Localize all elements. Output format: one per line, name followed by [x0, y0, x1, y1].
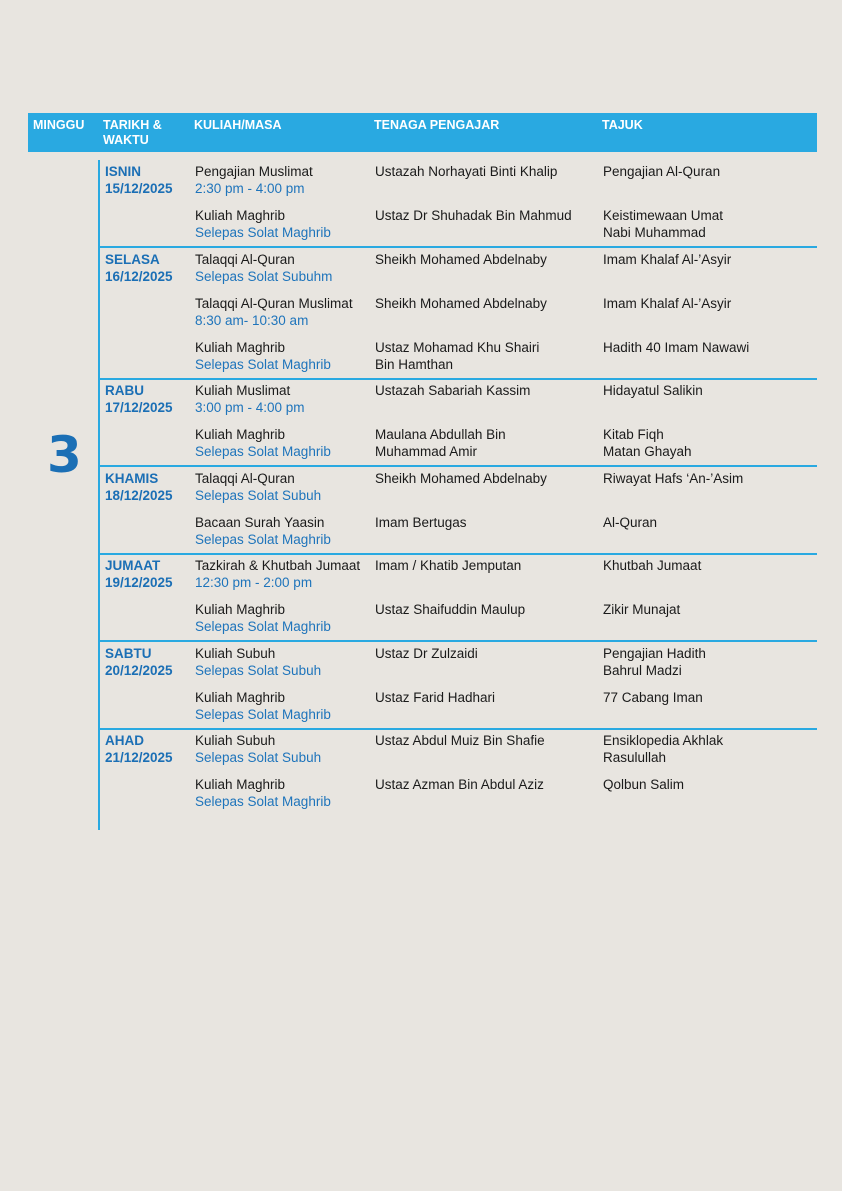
kuliah-masa: Selepas Solat Maghrib [195, 619, 331, 634]
session-kuliah [195, 689, 331, 723]
day-name: SABTU [105, 646, 152, 661]
pengajar-name: Sheikh Mohamed Abdelnaby [375, 471, 547, 486]
session-pengajar [375, 645, 478, 662]
tajuk-title: Keistimewaan Umat [603, 208, 724, 223]
pengajar-name: Maulana Abdullah Bin [375, 427, 506, 442]
tajuk-title: Riwayat Hafs ‘An-’Asim [603, 471, 744, 486]
session-kuliah [195, 426, 331, 460]
tajuk-title: Al-Quran [603, 515, 658, 530]
day-name: RABU [105, 383, 144, 398]
tajuk-title: Imam Khalaf Al-’Asyir [603, 252, 732, 267]
session-tajuk [603, 776, 684, 793]
session-pengajar [375, 295, 547, 312]
kuliah-masa: Selepas Solat Subuh [195, 488, 322, 503]
day-date: 18/12/2025 [105, 488, 173, 503]
session-pengajar [375, 163, 557, 180]
session-pengajar [375, 776, 544, 793]
kuliah-title: Kuliah Muslimat [195, 383, 291, 398]
tajuk-title: Bahrul Madzi [603, 663, 682, 678]
kuliah-title: Kuliah Maghrib [195, 208, 286, 223]
day-date: 20/12/2025 [105, 663, 173, 678]
session-pengajar [375, 339, 539, 373]
kuliah-masa: Selepas Solat Maghrib [195, 225, 331, 240]
session-tajuk [603, 514, 657, 531]
tajuk-title: Qolbun Salim [603, 777, 685, 792]
week-number: 3 [47, 426, 82, 484]
tajuk-title: Kitab Fiqh [603, 427, 664, 442]
session-kuliah [195, 251, 332, 285]
pengajar-name: Ustaz Mohamad Khu Shairi [375, 340, 540, 355]
table-header [28, 113, 817, 152]
session-pengajar [375, 251, 547, 268]
session-pengajar [375, 382, 530, 399]
session-tajuk [603, 163, 720, 180]
session-tajuk [603, 557, 701, 574]
header-kuliah: KULIAH/MASA [194, 118, 282, 132]
day-date: 16/12/2025 [105, 269, 173, 284]
day-date: 19/12/2025 [105, 575, 173, 590]
pengajar-name: Ustaz Dr Shuhadak Bin Mahmud [375, 208, 572, 223]
session-kuliah [195, 382, 305, 416]
session-tajuk [603, 645, 706, 679]
session-kuliah [195, 514, 331, 548]
kuliah-masa: 2:30 pm - 4:00 pm [195, 181, 305, 196]
day-name: AHAD [105, 733, 144, 748]
kuliah-title: Talaqqi Al-Quran [195, 471, 295, 486]
kuliah-masa: Selepas Solat Maghrib [195, 707, 331, 722]
session-kuliah [195, 732, 321, 766]
pengajar-name: Sheikh Mohamed Abdelnaby [375, 296, 547, 311]
session-tajuk [603, 251, 731, 268]
kuliah-title: Kuliah Maghrib [195, 340, 286, 355]
pengajar-name: Ustazah Norhayati Binti Khalip [375, 164, 558, 179]
session-tajuk [603, 207, 723, 241]
tajuk-title: Imam Khalaf Al-’Asyir [603, 296, 732, 311]
day-name: ISNIN [105, 164, 142, 179]
session-pengajar [375, 470, 547, 487]
kuliah-title: Kuliah Subuh [195, 733, 276, 748]
session-kuliah [195, 163, 313, 197]
kuliah-masa: Selepas Solat Subuh [195, 663, 322, 678]
session-pengajar [375, 207, 572, 224]
session-kuliah [195, 557, 360, 591]
header-pengajar: TENAGA PENGAJAR [374, 118, 500, 132]
day-separator [100, 728, 817, 730]
day-separator [100, 465, 817, 467]
pengajar-name: Ustaz Dr Zulzaidi [375, 646, 478, 661]
session-tajuk [603, 732, 723, 766]
day-separator [100, 553, 817, 555]
kuliah-title: Tazkirah & Khutbah Jumaat [195, 558, 361, 573]
day-date: 17/12/2025 [105, 400, 173, 415]
header-tajuk: TAJUK [602, 118, 643, 132]
session-pengajar [375, 689, 495, 706]
kuliah-title: Kuliah Maghrib [195, 602, 286, 617]
day-date: 15/12/2025 [105, 181, 173, 196]
session-pengajar [375, 557, 521, 574]
tajuk-title: Matan Ghayah [603, 444, 692, 459]
day-separator [100, 246, 817, 248]
kuliah-title: Bacaan Surah Yaasin [195, 515, 325, 530]
session-tajuk [603, 382, 703, 399]
tajuk-title: Khutbah Jumaat [603, 558, 702, 573]
tajuk-title: 77 Cabang Iman [603, 690, 703, 705]
pengajar-name: Imam Bertugas [375, 515, 467, 530]
tajuk-title: Hadith 40 Imam Nawawi [603, 340, 750, 355]
tajuk-title: Nabi Muhammad [603, 225, 706, 240]
kuliah-masa: 8:30 am- 10:30 am [195, 313, 309, 328]
kuliah-title: Kuliah Subuh [195, 646, 276, 661]
session-kuliah [195, 601, 331, 635]
pengajar-name: Ustaz Farid Hadhari [375, 690, 496, 705]
session-kuliah [195, 470, 321, 504]
pengajar-name: Imam / Khatib Jemputan [375, 558, 522, 573]
day-name: KHAMIS [105, 471, 159, 486]
kuliah-masa: Selepas Solat Maghrib [195, 532, 331, 547]
day-name: JUMAAT [105, 558, 161, 573]
kuliah-masa: Selepas Solat Subuh [195, 750, 322, 765]
pengajar-name: Sheikh Mohamed Abdelnaby [375, 252, 547, 267]
pengajar-name: Bin Hamthan [375, 357, 454, 372]
kuliah-masa: Selepas Solat Maghrib [195, 357, 331, 372]
session-pengajar [375, 426, 506, 460]
session-pengajar [375, 601, 525, 618]
header-minggu: MINGGU [33, 118, 85, 132]
session-tajuk [603, 339, 749, 356]
pengajar-name: Ustaz Abdul Muiz Bin Shafie [375, 733, 545, 748]
kuliah-masa: 3:00 pm - 4:00 pm [195, 400, 305, 415]
kuliah-masa: Selepas Solat Maghrib [195, 794, 331, 809]
session-kuliah [195, 207, 331, 241]
day-name: SELASA [105, 252, 160, 267]
session-kuliah [195, 776, 331, 810]
session-tajuk [603, 470, 743, 487]
tajuk-title: Hidayatul Salikin [603, 383, 703, 398]
session-tajuk [603, 295, 731, 312]
tajuk-title: Zikir Munajat [603, 602, 681, 617]
pengajar-name: Ustazah Sabariah Kassim [375, 383, 531, 398]
day-separator [100, 378, 817, 380]
kuliah-title: Talaqqi Al-Quran [195, 252, 295, 267]
pengajar-name: Muhammad Amir [375, 444, 478, 459]
tajuk-title: Ensiklopedia Akhlak [603, 733, 724, 748]
tajuk-title: Pengajian Al-Quran [603, 164, 721, 179]
kuliah-masa: Selepas Solat Subuhm [195, 269, 333, 284]
kuliah-title: Talaqqi Al-Quran Muslimat [195, 296, 353, 311]
session-kuliah [195, 295, 353, 329]
tajuk-title: Rasulullah [603, 750, 667, 765]
session-pengajar [375, 732, 545, 749]
pengajar-name: Ustaz Shaifuddin Maulup [375, 602, 526, 617]
header-tarikh-line2: WAKTU [103, 133, 149, 147]
session-tajuk [603, 601, 680, 618]
tajuk-title: Pengajian Hadith [603, 646, 706, 661]
day-separator [100, 640, 817, 642]
kuliah-title: Kuliah Maghrib [195, 690, 286, 705]
kuliah-title: Kuliah Maghrib [195, 427, 286, 442]
header-tarikh-line1: TARIKH & [103, 118, 162, 132]
header-tarikh [103, 118, 162, 148]
session-tajuk [603, 426, 692, 460]
kuliah-title: Pengajian Muslimat [195, 164, 313, 179]
session-tajuk [603, 689, 703, 706]
session-pengajar [375, 514, 467, 531]
session-kuliah [195, 339, 331, 373]
session-kuliah [195, 645, 321, 679]
kuliah-title: Kuliah Maghrib [195, 777, 286, 792]
day-date: 21/12/2025 [105, 750, 173, 765]
pengajar-name: Ustaz Azman Bin Abdul Aziz [375, 777, 544, 792]
kuliah-masa: 12:30 pm - 2:00 pm [195, 575, 313, 590]
kuliah-masa: Selepas Solat Maghrib [195, 444, 331, 459]
